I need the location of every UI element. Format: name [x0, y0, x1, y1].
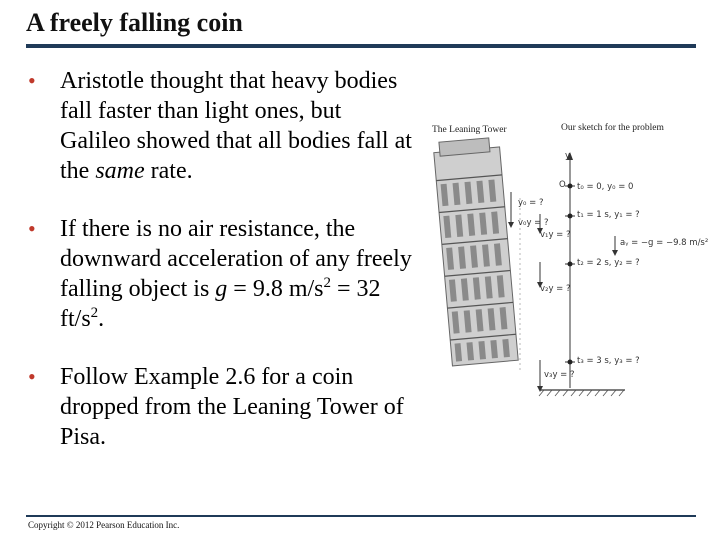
- copyright-notice: Copyright © 2012 Pearson Education Inc.: [28, 520, 180, 530]
- bullet-emphasis-g: g: [215, 276, 228, 302]
- tower-sketch-drawing: [420, 118, 710, 408]
- bullet-text-3: Follow Example 2.6 for a coin dropped from the Leaning Tower of Pisa.: [60, 364, 404, 450]
- bullet-item: [28, 362, 413, 452]
- annotation-y0: y₀ = ?: [518, 198, 544, 208]
- annotation-v1: v₁y = ?: [540, 230, 571, 240]
- annotation-t3: t₃ = 3 s, y₃ = ?: [577, 356, 640, 366]
- annotation-v2: v₂y = ?: [540, 284, 571, 294]
- bullet-list: [28, 66, 413, 480]
- tower-label: The Leaning Tower: [432, 125, 507, 135]
- annotation-v0: v₀y = ?: [518, 218, 549, 228]
- annotation-v3: v₃y = ?: [544, 370, 575, 380]
- bullet-dot-icon: •: [28, 68, 36, 93]
- bullet-dot-icon: •: [28, 364, 36, 389]
- bullet-dot-icon: •: [28, 216, 36, 241]
- bullet-emphasis-same: same: [95, 158, 145, 184]
- bullet-text-2b: = 9.8 m/s: [227, 276, 324, 302]
- origin-label: O: [559, 180, 566, 190]
- annotation-acceleration: aᵧ = −g = −9.8 m/s²: [620, 238, 709, 248]
- superscript: 2: [90, 305, 99, 321]
- bullet-text-2d: .: [98, 306, 105, 332]
- annotation-t1: t₁ = 1 s, y₁ = ?: [577, 210, 640, 220]
- bullet-text-2a: If there is no air resistance, the downward acceleration of any freely falling object is: [60, 216, 412, 302]
- bullet-text-1a: Aristotle thought that heavy bodies fall faster than light ones, but Galileo showed that all bodies fall at the: [60, 68, 412, 184]
- footer-divider: [26, 515, 696, 517]
- sketch-label: Our sketch for the problem: [561, 123, 664, 133]
- title-divider: [26, 44, 696, 48]
- leaning-tower-figure: [420, 118, 710, 408]
- leaning-tower-icon: [433, 137, 518, 366]
- bullet-text-1b: rate.: [144, 158, 193, 184]
- annotation-t2: t₂ = 2 s, y₂ = ?: [577, 258, 640, 268]
- slide-title: A freely falling coin: [26, 8, 243, 37]
- annotation-t0: t₀ = 0, y₀ = 0: [577, 182, 634, 192]
- y-axis-label: y: [565, 151, 571, 161]
- bullet-item: [28, 66, 413, 186]
- bullet-item: [28, 214, 413, 334]
- superscript: 2: [323, 275, 332, 291]
- bullet-text-2c: = 32 ft/s: [60, 276, 381, 332]
